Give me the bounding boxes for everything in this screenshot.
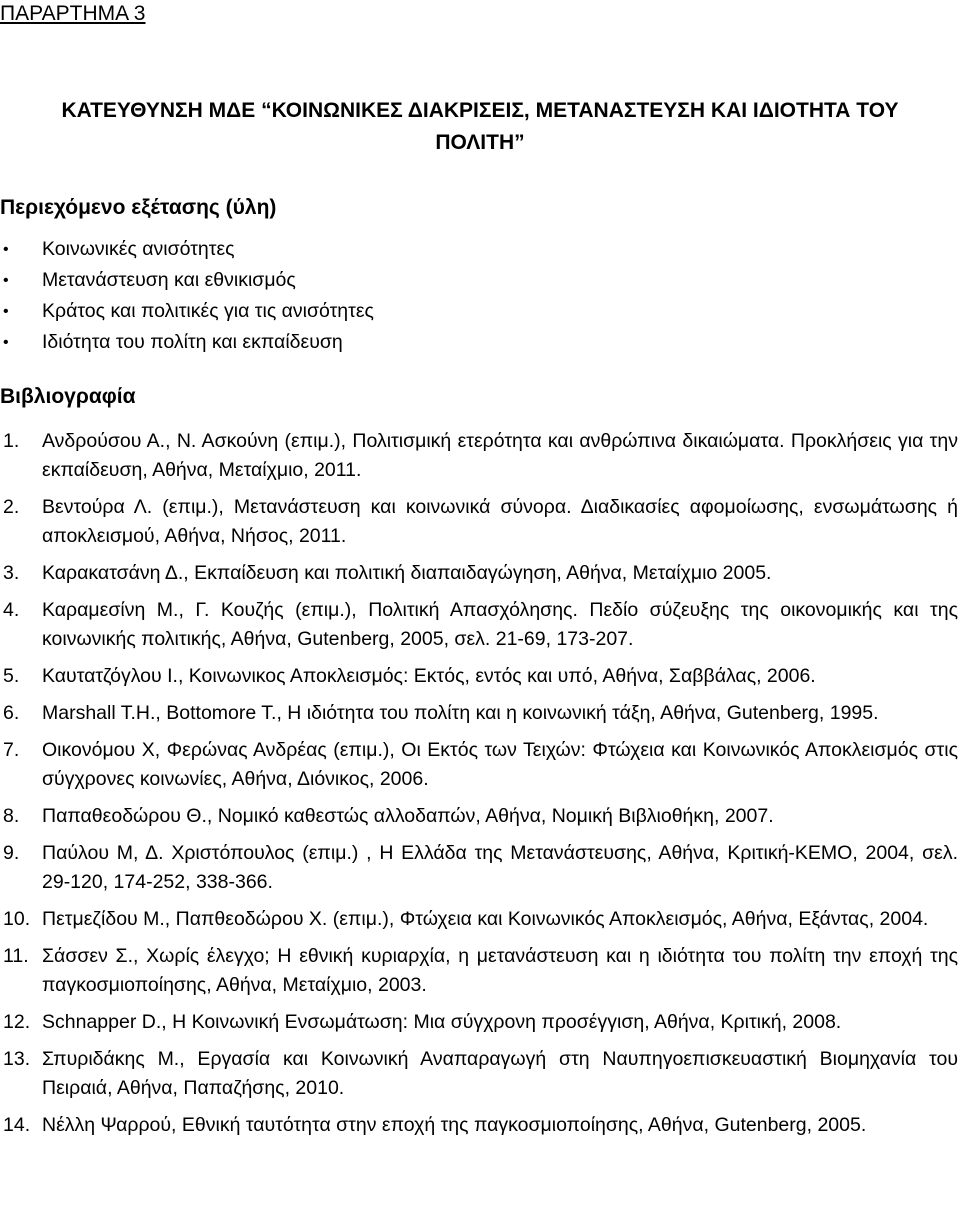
- reference-number: 4.: [3, 599, 20, 621]
- topic-text: Ιδιότητα του πολίτη και εκπαίδευση: [42, 331, 343, 353]
- bullet-icon: •: [3, 241, 9, 258]
- topic-item: [0, 327, 374, 358]
- reference-item: [0, 736, 958, 794]
- reference-text: Ανδρούσου Α., Ν. Ασκούνη (επιμ.), Πολιτισμική ετερότητα και ανθρώπινα δικαιώματα. Προκλήσεις για την εκπαίδευση, Αθήνα, Μεταίχμιο, 2011.: [42, 430, 958, 481]
- topic-item: [0, 296, 374, 327]
- bibliography-heading: Βιβλιογραφία: [0, 385, 136, 408]
- reference-number: 7.: [3, 739, 20, 761]
- reference-number: 2.: [3, 496, 20, 518]
- reference-number: 13.: [3, 1048, 31, 1070]
- reference-item: [0, 1045, 958, 1103]
- content-heading: Περιεχόμενο εξέτασης (ύλη): [0, 196, 277, 219]
- reference-number: 6.: [3, 702, 20, 724]
- reference-text: Σάσσεν Σ., Χωρίς έλεγχο; Η εθνική κυριαρχία, η μετανάστευση και η ιδιότητα του πολίτη την εποχή της παγκοσμιοποίησης, Αθήνα, Μεταίχμιο, 2003.: [42, 945, 958, 996]
- reference-number: 9.: [3, 842, 20, 864]
- topic-item: [0, 234, 374, 265]
- reference-item: [0, 427, 958, 485]
- reference-item: [0, 596, 958, 654]
- reference-item: [0, 802, 958, 831]
- reference-number: 11.: [3, 945, 29, 967]
- reference-text: Καραμεσίνη Μ., Γ. Κουζής (επιμ.), Πολιτική Απασχόλησης. Πεδίο σύζευξης της οικονομικής και της κοινωνικής πολιτικής, Αθήνα, Gutenberg, 2005, σελ. 21-69, 173-207.: [42, 599, 958, 650]
- reference-text: Σπυριδάκης Μ., Εργασία και Κοινωνική Αναπαραγωγή στη Ναυπηγοεπισκευαστική Βιομηχανία του Πειραιά, Αθήνα, Παπαζήσης, 2010.: [42, 1048, 958, 1099]
- reference-number: 1.: [3, 430, 20, 452]
- reference-item: [0, 1008, 958, 1037]
- reference-text: Παύλου Μ, Δ. Χριστόπουλος (επιμ.) , Η Ελλάδα της Μετανάστευσης, Αθήνα, Κριτική-ΚΕΜΟ, 2004, σελ. 29-120, 174-252, 338-366.: [42, 842, 958, 893]
- bullet-icon: •: [3, 272, 9, 289]
- main-title: ΚΑΤΕΥΘΥΝΣΗ ΜΔΕ “ΚΟΙΝΩΝΙΚΕΣ ΔΙΑΚΡΙΣΕΙΣ, ΜΕΤΑΝΑΣΤΕΥΣΗ ΚΑΙ ΙΔΙΟΤΗΤΑ ΤΟΥ ΠΟΛΙΤΗ”: [61, 99, 899, 154]
- appendix-title: ΠΑΡΑΡΤΗΜΑ 3: [0, 2, 146, 25]
- reference-number: 5.: [3, 665, 20, 687]
- reference-text: Οικονόμου Χ, Φερώνας Ανδρέας (επιμ.), Οι Εκτός των Τειχών: Φτώχεια και Κοινωνικός Αποκλεισμός στις σύγχρονες κοινωνίες, Αθήνα, Διόνικος, 2006.: [42, 739, 958, 790]
- topic-text: Κοινωνικές ανισότητες: [42, 238, 235, 260]
- reference-text: Marshall T.H., Bottomore T., Η ιδιότητα του πολίτη και η κοινωνική τάξη, Αθήνα, Gutenberg, 1995.: [42, 702, 879, 724]
- reference-number: 8.: [3, 805, 20, 827]
- reference-item: [0, 493, 958, 551]
- reference-item: [0, 1111, 958, 1140]
- bullet-icon: •: [3, 334, 9, 351]
- reference-item: [0, 662, 958, 691]
- reference-text: Καρακατσάνη Δ., Εκπαίδευση και πολιτική διαπαιδαγώγηση, Αθήνα, Μεταίχμιο 2005.: [42, 562, 772, 584]
- topics-list: [0, 234, 374, 358]
- reference-text: Βεντούρα Λ. (επιμ.), Μετανάστευση και κοινωνικά σύνορα. Διαδικασίες αφομοίωσης, ενσωμάτωσης ή αποκλεισμού, Αθήνα, Νήσος, 2011.: [42, 496, 958, 547]
- reference-text: Πετμεζίδου Μ., Παπθεοδώρου Χ. (επιμ.), Φτώχεια και Κοινωνικός Αποκλεισμός, Αθήνα, Εξάντας, 2004.: [42, 908, 929, 930]
- reference-number: 12.: [3, 1011, 31, 1033]
- bullet-icon: •: [3, 303, 9, 320]
- reference-text: Νέλλη Ψαρρού, Εθνική ταυτότητα στην εποχή της παγκοσμιοποίησης, Αθήνα, Gutenberg, 2005.: [42, 1114, 867, 1136]
- reference-item: [0, 559, 958, 588]
- topic-item: [0, 265, 374, 296]
- reference-number: 10.: [3, 908, 31, 930]
- reference-number: 3.: [3, 562, 20, 584]
- reference-item: [0, 839, 958, 897]
- references-list: [0, 427, 958, 1148]
- topic-text: Μετανάστευση και εθνικισμός: [42, 269, 296, 291]
- reference-number: 14.: [3, 1114, 31, 1136]
- topic-text: Κράτος και πολιτικές για τις ανισότητες: [42, 300, 374, 322]
- reference-item: [0, 942, 958, 1000]
- reference-item: [0, 699, 958, 728]
- reference-text: Schnapper D., Η Κοινωνική Ενσωμάτωση: Μια σύγχρονη προσέγγιση, Αθήνα, Κριτική, 2008.: [42, 1011, 842, 1033]
- reference-text: Παπαθεοδώρου Θ., Νομικό καθεστώς αλλοδαπών, Αθήνα, Νομική Βιβλιοθήκη, 2007.: [42, 805, 774, 827]
- reference-item: [0, 905, 958, 934]
- reference-text: Καυτατζόγλου Ι., Κοινωνικος Αποκλεισμός: Εκτός, εντός και υπό, Αθήνα, Σαββάλας, 2006.: [42, 665, 816, 687]
